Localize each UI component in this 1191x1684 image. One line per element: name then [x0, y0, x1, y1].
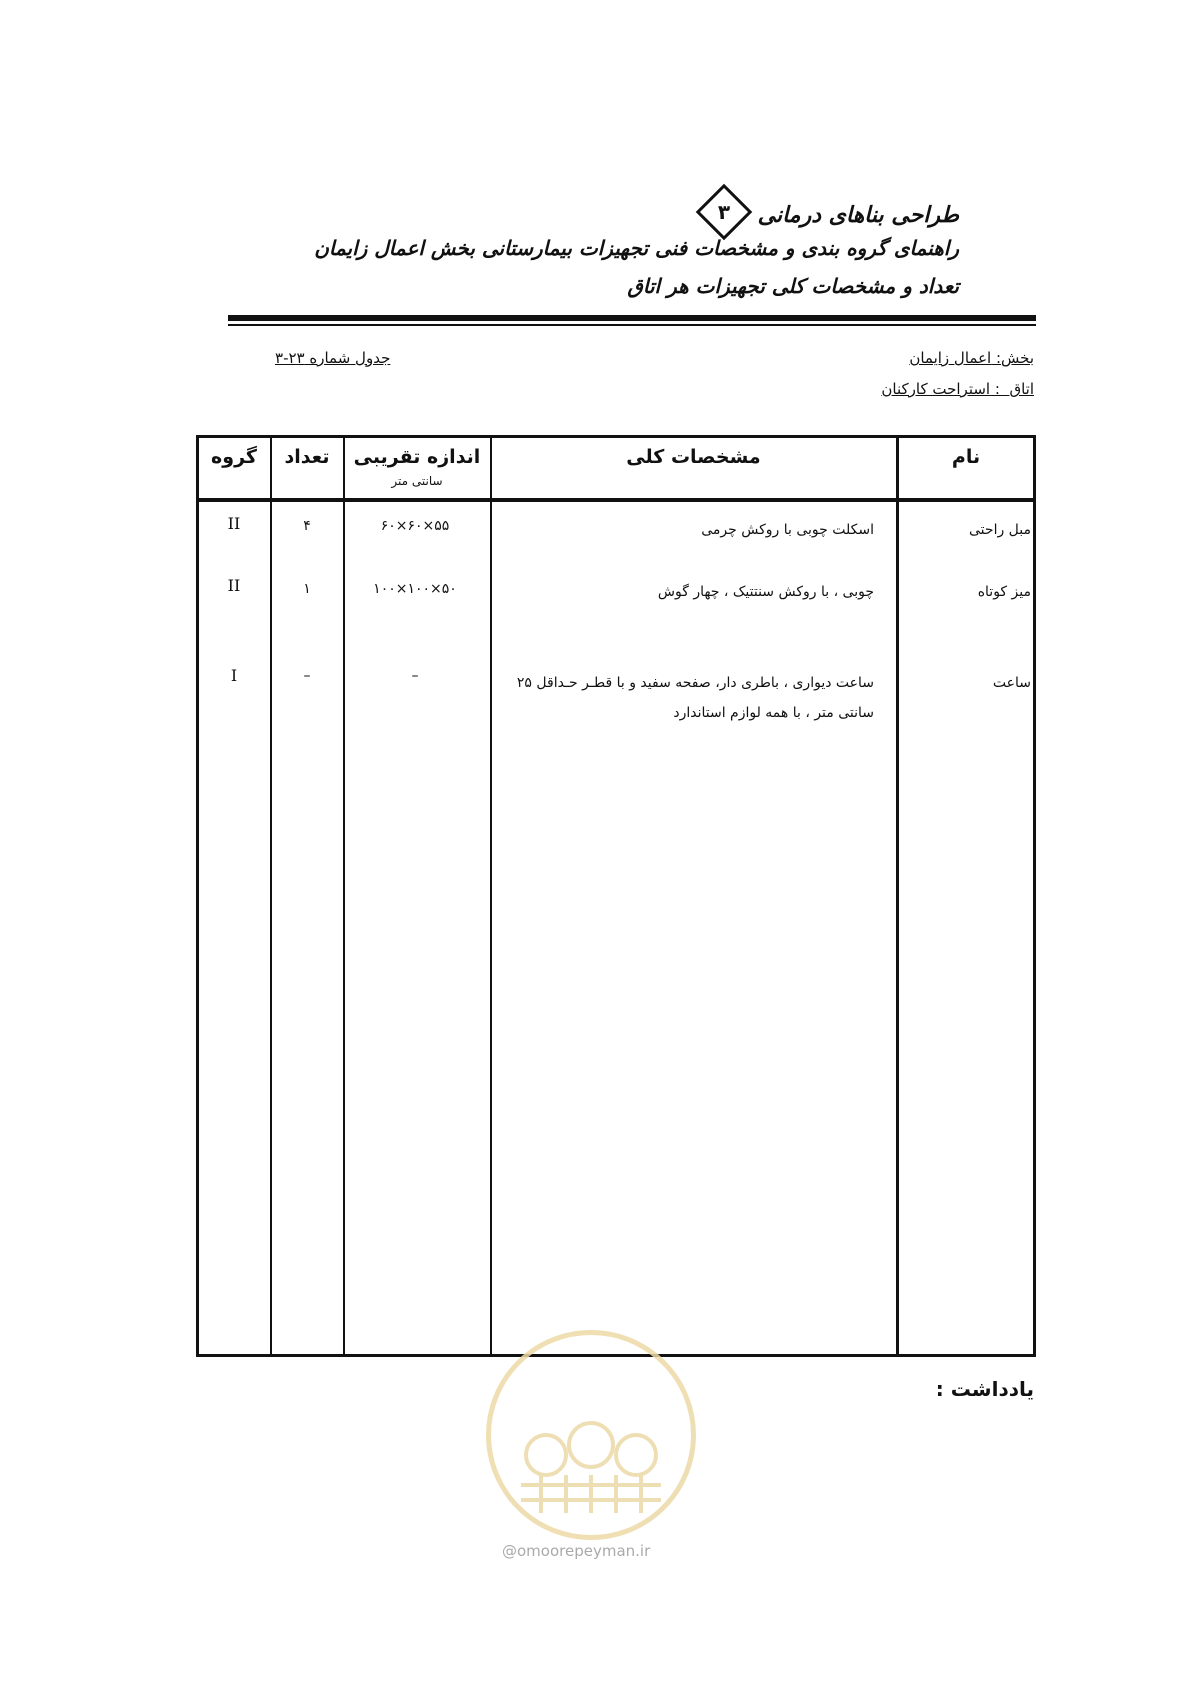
header-name [899, 440, 1033, 496]
header-rule-thick [228, 315, 1036, 321]
equipment-table [196, 435, 1036, 1357]
column-divider [490, 435, 492, 1357]
row-3-spec: ساعت دیواری ، باطری دار، صفحه سفید و با قطـر حـداقل ۲۵ سانتی متر ، با همه لوازم استاندارد [516, 675, 874, 721]
header-size-unit: سانتی متر [391, 474, 443, 488]
room-value: استراحت کارکنان [881, 380, 991, 398]
document-title [704, 196, 959, 236]
row-1-group: II [227, 514, 241, 533]
row-3-name: ساعت [992, 675, 1031, 691]
document-subtitle: راهنمای گروه بندی و مشخصات فنی تجهیزات بیمارستانی بخش اعمال زایمان [314, 236, 959, 260]
row-1-qty: ۴ [303, 518, 311, 534]
header-size-text: اندازه تقریبی [353, 446, 481, 468]
row-2-group: II [227, 576, 241, 595]
watermark-emblem-icon [511, 1415, 671, 1515]
section-line: بخش: اعمال زایمان [909, 349, 1034, 367]
document-subtitle-2: تعداد و مشخصات کلی تجهیزات هر اتاق [627, 274, 959, 298]
row-2-name: میز کوتاه [977, 584, 1031, 600]
room-label: اتاق [1009, 380, 1034, 398]
header-group [199, 440, 269, 496]
table-header-rule [196, 498, 1036, 502]
row-3-size: – [411, 668, 419, 684]
header-group-text: گروه [211, 446, 257, 468]
column-divider [343, 435, 345, 1357]
title-text: طراحی بناهای درمانی [757, 203, 959, 228]
header-qty-text: تعداد [284, 446, 330, 468]
row-3-qty: – [303, 668, 311, 684]
watermark-url: @omoorepeyman.ir [502, 1542, 651, 1560]
column-divider [270, 435, 272, 1357]
series-number: ۳ [717, 200, 731, 224]
series-number-badge [696, 184, 753, 241]
table-number: جدول شماره ۲۳-۳ [275, 349, 391, 367]
header-qty [272, 440, 342, 496]
section-value: اعمال زایمان [909, 349, 992, 367]
room-line: اتاق : استراحت کارکنان [881, 380, 1034, 398]
row-2-spec: چوبی ، با روکش سنتتیک ، چهار گوش [657, 584, 874, 600]
column-divider [896, 435, 899, 1357]
row-2-qty: ۱ [303, 581, 311, 597]
watermark-logo [486, 1330, 696, 1540]
section-label: بخش [1001, 349, 1034, 367]
header-rule-thin [228, 324, 1036, 326]
note-label: یادداشت : [935, 1377, 1034, 1401]
header-spec [493, 440, 894, 496]
row-2-size: ۵۰×۱۰۰×۱۰۰ [373, 581, 457, 597]
header-spec-text: مشخصات کلی [626, 446, 761, 468]
row-1-spec: اسکلت چوبی با روکش چرمی [701, 522, 874, 538]
header-name-text: نام [951, 446, 981, 468]
row-1-name: مبل راحتی [969, 522, 1031, 538]
row-1-size: ۵۵×۶۰×۶۰ [380, 518, 450, 534]
row-3-group: I [230, 666, 238, 685]
header-size [345, 440, 489, 496]
